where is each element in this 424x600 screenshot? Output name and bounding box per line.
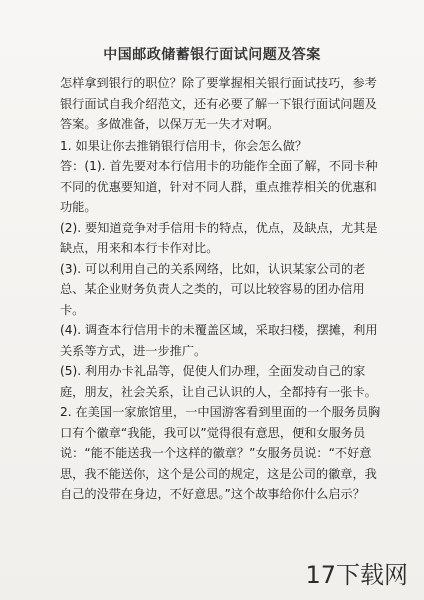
answer-1-point-5: (5). 利用办卡礼品等，促使人们办理，全面发动自己的家庭，朋友，社会关系，让自己认识的人，全都持有一张卡。 [60, 364, 377, 399]
document-title: 中国邮政储蓄银行面试问题及答案 [103, 47, 321, 63]
answer-1-point-4: (4). 调查本行信用卡的未覆盖区域，采取扫楼，摆摊，利用关系等方式，进一步推广。 [60, 323, 378, 358]
answer-1-point-2: (2). 要知道竞争对手信用卡的特点，优点，及缺点，尤其是缺点，用来和本行卡作对比。 [60, 220, 378, 255]
question-1: 1. 如果让你去推销银行信用卡，你会怎么做？ [60, 138, 308, 153]
question-2: 2. 在美国一家旅馆里，一中国游客看到里面的一个服务员胸口有个徽章“我能，我可以”觉得很有意思，便和女服务员说：“能不能送我一个这样的徽章？”女服务员说：“不好意思，我不能送你，这个是公司的规定，这是公司的徽章，我自己的没带在身边，不好意思。”这个故事给你什么启示？ [60, 405, 381, 501]
document-body [60, 73, 382, 505]
intro-paragraph: 怎样拿到银行的职位？除了要掌握相关银行面试技巧，参考银行面试自我介绍范文，还有必要了解一下银行面试问题及答案。多做准备，以保万无一失才对啊。 [60, 76, 377, 131]
site-watermark: 17下载网 [305, 561, 408, 589]
answer-1-point-3: (3). 可以利用自己的关系网络，比如，认识某家公司的老总、某企业财务负责人之类的，可以比较容易的团办信用卡。 [60, 261, 366, 317]
answer-1-point-1: 答：(1). 首先要对本行信用卡的功能作全面了解，不同卡种不同的优惠要知道，针对不同人群，重点推荐相关的优惠和功能。 [60, 159, 378, 214]
